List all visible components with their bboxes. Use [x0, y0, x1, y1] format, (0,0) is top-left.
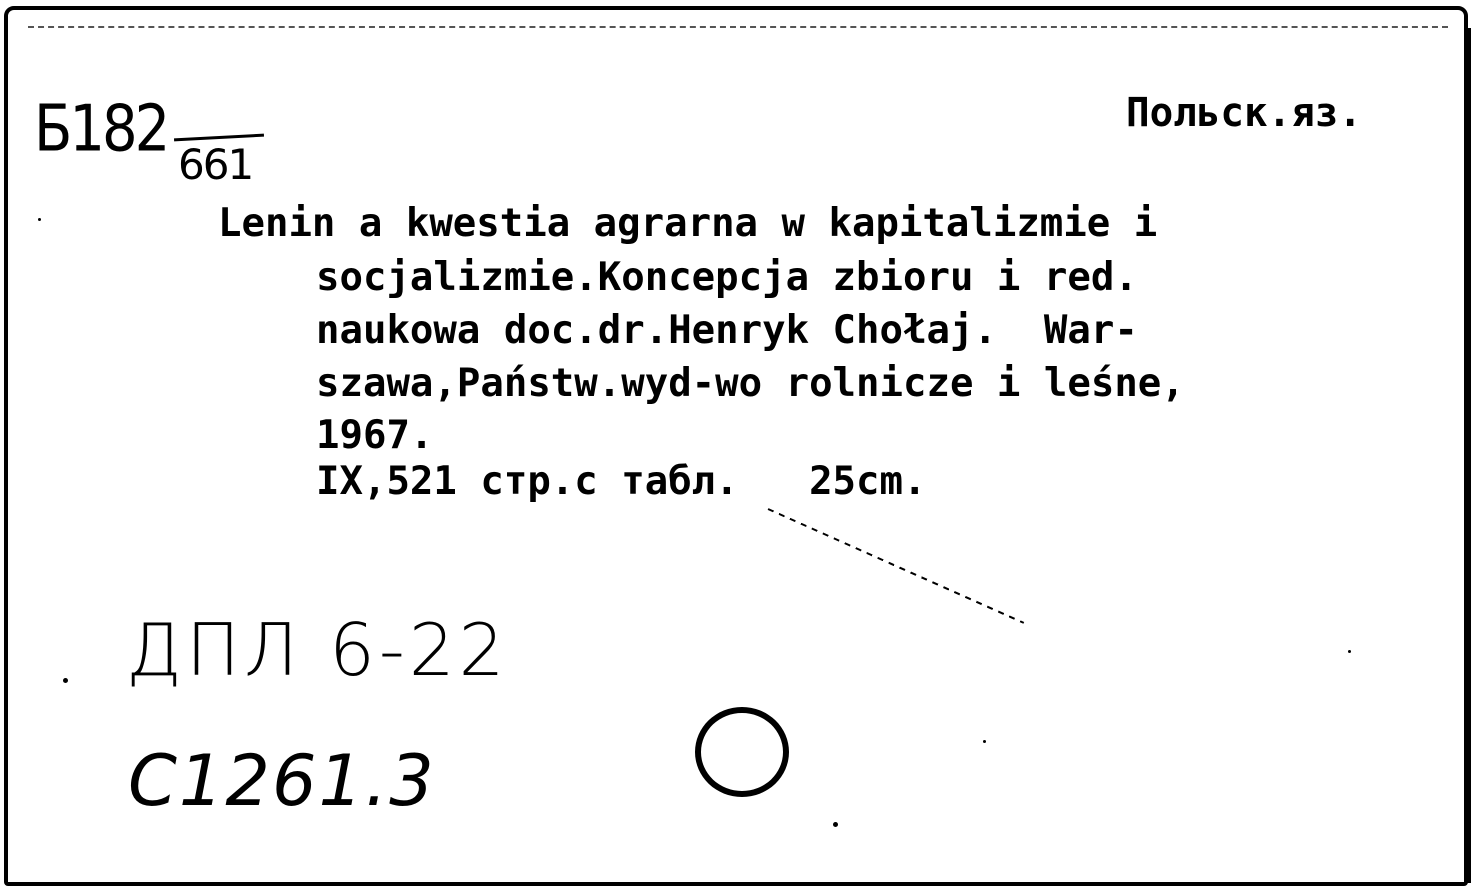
language-note: Польск.яз. [1126, 90, 1363, 136]
stray-dot [38, 218, 41, 221]
card-right-edge [1466, 28, 1471, 883]
entry-line-1: Lenin a kwestia agrarna w kapitalizmie i [218, 201, 1158, 246]
card-punch-hole [695, 707, 789, 797]
stray-dot [983, 740, 986, 743]
stray-mark [768, 508, 1025, 624]
entry-line-5: 1967. [316, 413, 434, 458]
entry-line-6: IX,521 стр.с табл. 25cm. [316, 459, 927, 504]
entry-line-3: naukowa doc.dr.Henryk Chołaj. War- [316, 308, 1138, 353]
stray-dot [1348, 650, 1351, 653]
shelf-mark-secondary: C1261.3 [128, 740, 436, 822]
entry-line-4: szawa,Państw.wyd-wo rolnicze i leśne, [316, 361, 1185, 406]
catalog-card [4, 6, 1468, 886]
top-edge-marks [28, 26, 1448, 32]
call-number-main: Б182 [34, 92, 168, 167]
stray-dot [833, 822, 838, 827]
shelf-mark-primary: ДПЛ 6-22 [126, 608, 509, 692]
stray-dot [63, 678, 68, 683]
call-number-sub: 661 [178, 140, 253, 189]
entry-line-2: socjalizmie.Koncepcja zbioru i red. [316, 255, 1138, 300]
